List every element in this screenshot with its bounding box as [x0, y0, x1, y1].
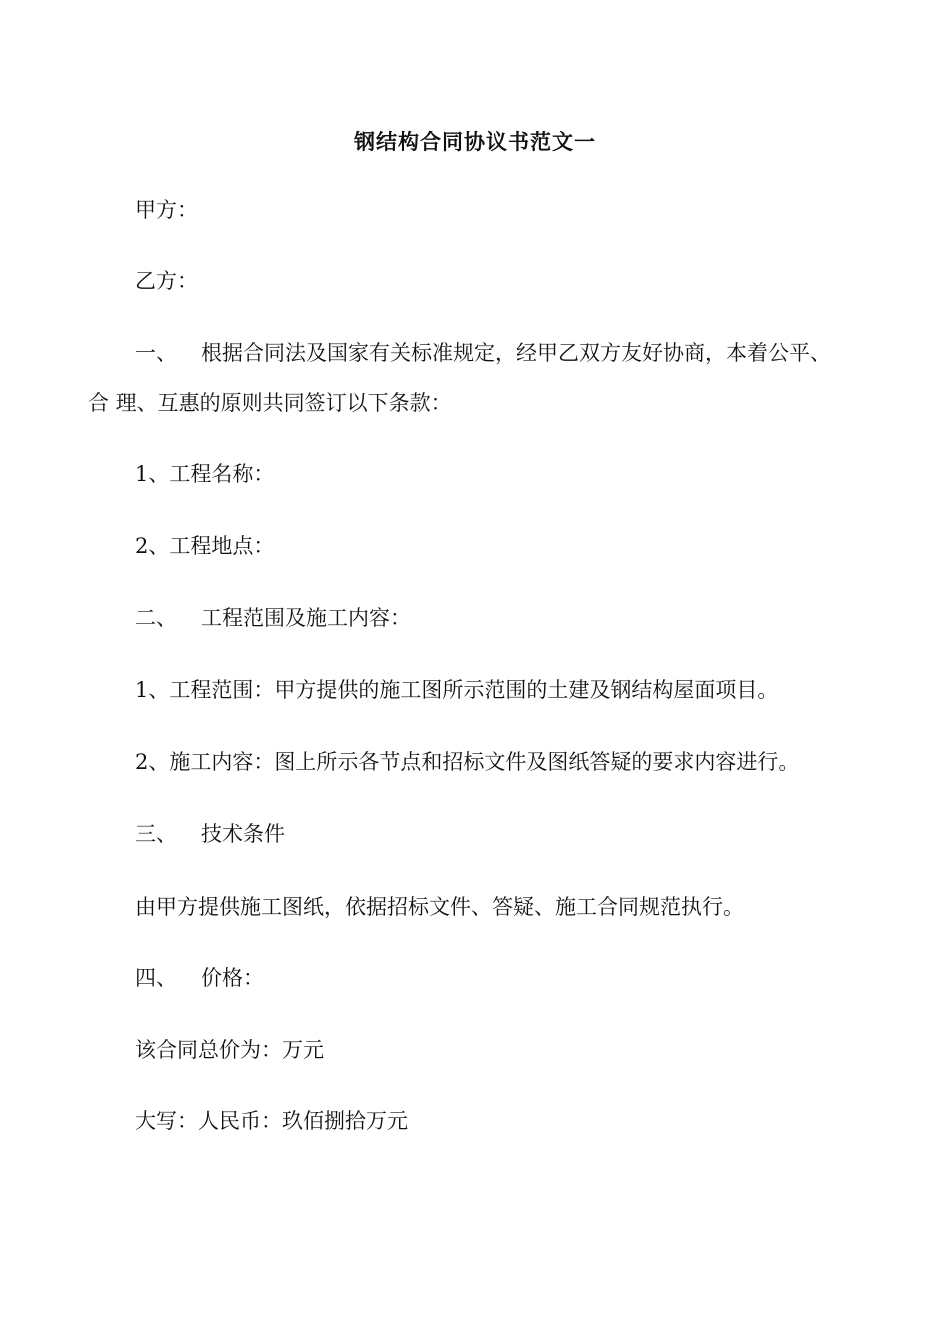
- party-b-line: 乙方：: [135, 269, 198, 293]
- section-2-heading: [135, 603, 411, 633]
- document-title: 钢结构合同协议书范文一: [354, 129, 596, 154]
- section-2-number: 二、: [135, 606, 177, 630]
- section-3-body: 由甲方提供施工图纸，依据招标文件、答疑、施工合同规范执行。: [135, 895, 744, 919]
- section-3-text: 技术条件: [201, 822, 285, 846]
- price-capitals-line: 大写：人民币：玖佰捌拾万元: [135, 1109, 408, 1133]
- section-2-text: 工程范围及施工内容：: [201, 606, 411, 630]
- price-total-line: 该合同总价为：万元: [135, 1038, 324, 1062]
- item-project-scope: 1、工程范围：甲方提供的施工图所示范围的土建及钢结构屋面项目。: [135, 678, 779, 702]
- section-4-text: 价格：: [201, 966, 264, 990]
- item-project-name: 1、工程名称：: [135, 462, 275, 486]
- party-a-line: 甲方：: [135, 198, 198, 222]
- section-4-heading: [135, 963, 264, 993]
- section-1-text-line2: 合 理、互惠的原则共同签订以下条款：: [88, 391, 452, 415]
- section-1-heading: [135, 338, 831, 368]
- section-1-text-line1: 根据合同法及国家有关标准规定，经甲乙双方友好协商，本着公平、: [201, 341, 831, 365]
- item-construction-content: 2、施工内容：图上所示各节点和招标文件及图纸答疑的要求内容进行。: [135, 750, 800, 774]
- section-3-number: 三、: [135, 822, 177, 846]
- item-project-location: 2、工程地点：: [135, 534, 275, 558]
- section-4-number: 四、: [135, 966, 177, 990]
- section-1-number: 一、: [135, 341, 177, 365]
- section-3-heading: [135, 819, 285, 849]
